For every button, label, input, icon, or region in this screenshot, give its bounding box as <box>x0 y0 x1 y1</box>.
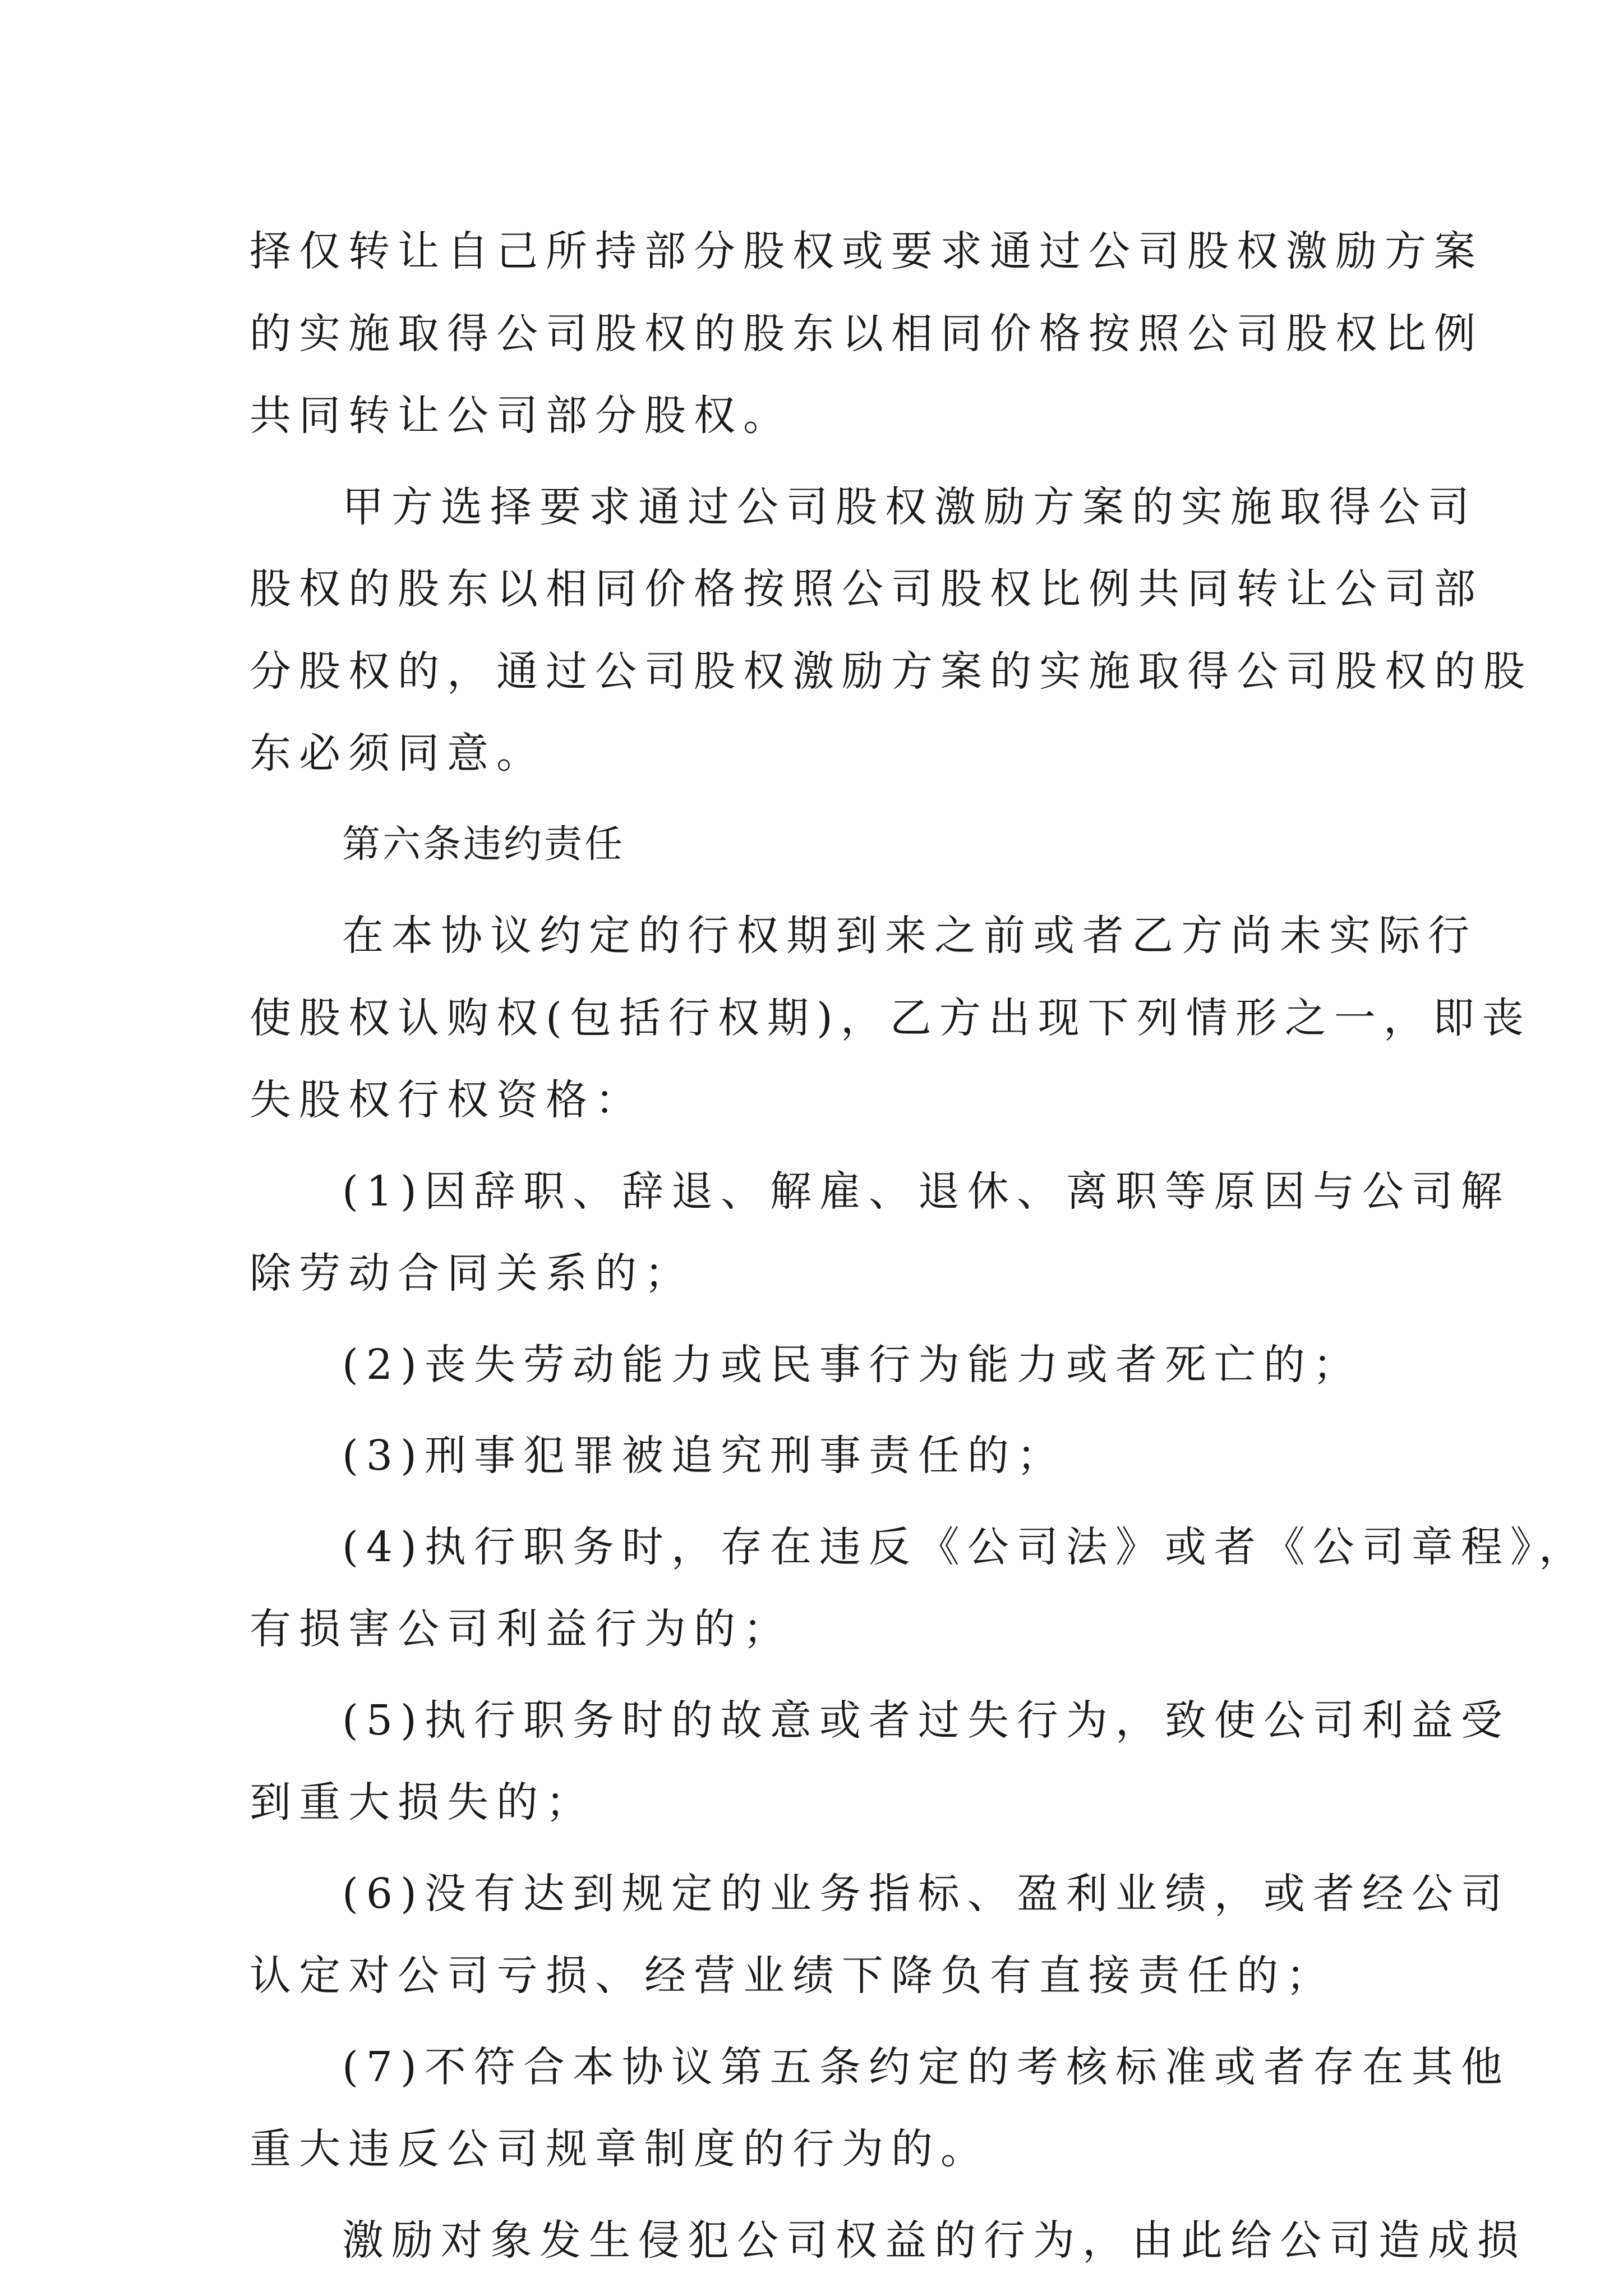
list-item-7-cont: 重大违反公司规章制度的行为的。 <box>250 2125 990 2173</box>
list-item-7: (7)不符合本协议第五条约定的考核标准或者存在其他 <box>342 2042 1510 2091</box>
text-line-2: 的实施取得公司股权的股东以相同价格按照公司股权比例 <box>250 309 1483 358</box>
list-item-6-cont: 认定对公司亏损、经营业绩下降负有直接责任的； <box>250 1952 1335 2000</box>
list-item-4-cont: 有损害公司利益行为的； <box>250 1605 792 1653</box>
list-item-2: (2)丧失劳动能力或民事行为能力或者死亡的； <box>342 1340 1362 1389</box>
list-item-5: (5)执行职务时的故意或者过失行为，致使公司利益受 <box>342 1696 1510 1745</box>
text-line-4: 甲方选择要求通过公司股权激励方案的实施取得公司 <box>342 482 1477 531</box>
text-line-11: 失股权行权资格： <box>250 1076 644 1124</box>
list-item-1-cont: 除劳动合同关系的； <box>250 1249 694 1297</box>
list-item-3: (3)刑事犯罪被追究刑事责任的； <box>342 1432 1066 1480</box>
text-line-last: 激励对象发生侵犯公司权益的行为，由此给公司造成损 <box>342 2216 1527 2265</box>
list-item-1: (1)因辞职、辞退、解雇、退休、离职等原因与公司解 <box>342 1167 1510 1216</box>
list-item-5-cont: 到重大损失的； <box>250 1778 595 1826</box>
text-line-7: 东必须同意。 <box>250 729 546 777</box>
document-body <box>250 210 1588 2281</box>
text-line-10: 使股权认购权(包括行权期)，乙方出现下列情形之一，即丧 <box>250 993 1532 1042</box>
text-line-9: 在本协议约定的行权期到来之前或者乙方尚未实际行 <box>342 912 1477 960</box>
text-line-6: 分股权的，通过公司股权激励方案的实施取得公司股权的股 <box>250 647 1533 696</box>
list-item-4: (4)执行职务时，存在违反《公司法》或者《公司章程》， <box>342 1522 1588 1571</box>
text-line-1: 择仅转让自己所持部分股权或要求通过公司股权激励方案 <box>250 227 1483 275</box>
list-item-6: (6)没有达到规定的业务指标、盈利业绩，或者经公司 <box>342 1869 1510 1918</box>
text-line-5: 股权的股东以相同价格按照公司股权比例共同转让公司部 <box>250 565 1483 613</box>
section-heading: 第六条违约责任 <box>342 822 625 867</box>
text-line-3: 共同转让公司部分股权。 <box>250 392 792 440</box>
